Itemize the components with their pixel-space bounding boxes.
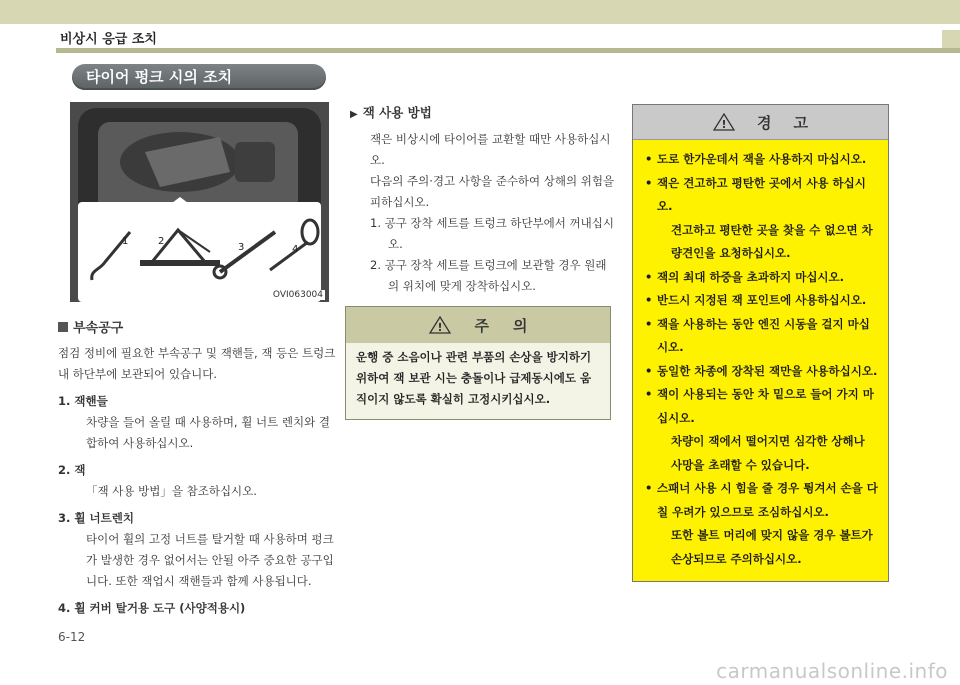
tool-item-body: 타이어 휠의 고정 너트를 탈거할 때 사용하며 펑크가 발생한 경우 없어서는 안될 아주 중요한 공구입니다. 또한 잭업시 잭핸들과 함께 사용됩니다. bbox=[86, 532, 334, 588]
warning-label-1: 경 bbox=[757, 113, 772, 132]
warning-item-text: 도로 한가운데서 잭을 사용하지 마십시오. bbox=[657, 152, 867, 166]
tools-section bbox=[58, 318, 338, 619]
caution-triangle-icon bbox=[429, 316, 451, 334]
tool-item-title: 2. 잭 bbox=[58, 463, 86, 477]
jack-usage-para: 잭은 비상시에 타이어를 교환할 때만 사용하십시오. bbox=[370, 132, 611, 167]
tool-item-title: 4. 휠 커버 탈거용 도구 (사양적용시) bbox=[58, 601, 246, 615]
photo-label-1: 1 bbox=[122, 236, 129, 247]
tools-heading bbox=[58, 318, 338, 339]
jack-usage-section bbox=[350, 102, 615, 297]
header-rule bbox=[56, 48, 960, 53]
header-bar bbox=[0, 0, 960, 54]
caution-text: 운행 중 소음이나 관련 부품의 손상을 방지하기 위하여 잭 보관 시는 충돌이나 급제동시에도 움직이지 않도록 확실히 고정시키십시오. bbox=[356, 350, 592, 406]
page-number: 6-12 bbox=[58, 630, 86, 644]
warning-item bbox=[643, 477, 878, 571]
warning-box bbox=[632, 104, 889, 582]
warning-header bbox=[633, 105, 888, 140]
jack-usage-para: 다음의 주의·경고 사항을 준수하여 상해의 위험을 피하십시오. bbox=[370, 174, 615, 209]
svg-text:!: ! bbox=[436, 321, 443, 334]
caution-header bbox=[346, 307, 610, 343]
watermark: carmanualsonline.info bbox=[716, 659, 948, 683]
photo-code: OVI063004 bbox=[272, 290, 323, 300]
tools-heading-text: 부속공구 bbox=[73, 321, 124, 336]
trunk-illustration bbox=[70, 102, 329, 302]
warning-item-text: 잭은 견고하고 평탄한 곳에서 사용 하십시오. bbox=[657, 175, 866, 213]
jack-usage-heading-text: 잭 사용 방법 bbox=[362, 105, 432, 120]
warning-item-text: 잭의 최대 하중을 초과하지 마십시오. bbox=[657, 269, 845, 284]
warning-item-sub: 견고하고 평탄한 곳을 찾을 수 없으면 차량견인을 요청하십시오. bbox=[671, 222, 873, 260]
warning-list bbox=[633, 140, 888, 571]
warning-item bbox=[643, 148, 878, 172]
warning-label-2: 고 bbox=[793, 113, 808, 132]
warning-item bbox=[643, 313, 878, 360]
page-header-title: 비상시 응급 조치 bbox=[60, 32, 157, 47]
triangle-bullet-icon: ▶ bbox=[350, 109, 358, 120]
photo-label-2: 2 bbox=[158, 236, 165, 247]
section-title: 타이어 펑크 시의 조치 bbox=[72, 64, 326, 90]
warning-item bbox=[643, 289, 878, 313]
warning-item-sub: 차량이 잭에서 떨어지면 심각한 상해나 사망을 초래할 수 있습니다. bbox=[671, 434, 865, 472]
tools-intro: 점검 정비에 필요한 부속공구 및 잭핸들, 잭 등은 트렁크 내 하단부에 보관되어 있습니다. bbox=[58, 346, 336, 381]
tool-item-title: 1. 잭핸들 bbox=[58, 394, 108, 408]
warning-item-text: 스패너 사용 시 힘을 줄 경우 튕겨서 손을 다칠 우려가 있으므로 조심하십시오. bbox=[657, 481, 878, 519]
photo-label-4: 4 bbox=[292, 244, 299, 255]
warning-item-sub: 또한 볼트 머리에 맞지 않을 경우 볼트가 손상되므로 주의하십시오. bbox=[671, 528, 873, 566]
jack-usage-heading bbox=[350, 102, 615, 125]
warning-item bbox=[643, 360, 878, 384]
jack-usage-step: 2. 공구 장착 세트를 트렁크에 보관할 경우 원래의 위치에 맞게 장착하십시오. bbox=[370, 258, 607, 293]
square-bullet-icon bbox=[58, 322, 68, 332]
tool-item-title: 3. 휠 너트렌치 bbox=[58, 511, 134, 525]
warning-item-text: 잭이 사용되는 동안 차 밑으로 들어 가지 마십시오. bbox=[657, 387, 874, 425]
warning-triangle-icon bbox=[713, 113, 735, 131]
header-notch bbox=[942, 30, 960, 48]
photo-label-3: 3 bbox=[238, 242, 245, 253]
jack-usage-step: 1. 공구 장착 세트를 트렁크 하단부에서 꺼내십시오. bbox=[370, 216, 614, 251]
tool-item-body: 「잭 사용 방법」을 참조하십시오. bbox=[86, 484, 257, 498]
caution-label-1: 주 bbox=[474, 316, 489, 335]
caution-box bbox=[345, 306, 611, 420]
header-strip bbox=[0, 0, 960, 24]
tool-item-body: 차량을 들어 올릴 때 사용하며, 휠 너트 렌치와 결합하여 사용하십시오. bbox=[86, 415, 330, 450]
warning-item-text: 반드시 지정된 잭 포인트에 사용하십시오. bbox=[657, 293, 867, 307]
warning-item bbox=[643, 266, 878, 290]
caution-label-2: 의 bbox=[513, 316, 528, 335]
warning-item bbox=[643, 383, 878, 477]
warning-item-text: 잭을 사용하는 동안 엔진 시동을 걸지 마십시오. bbox=[657, 316, 870, 354]
tool-kit-photo bbox=[70, 102, 329, 302]
warning-item bbox=[643, 172, 878, 266]
warning-item-text: 동일한 차종에 장착된 잭만을 사용하십시오. bbox=[657, 363, 878, 378]
svg-text:!: ! bbox=[721, 118, 727, 131]
